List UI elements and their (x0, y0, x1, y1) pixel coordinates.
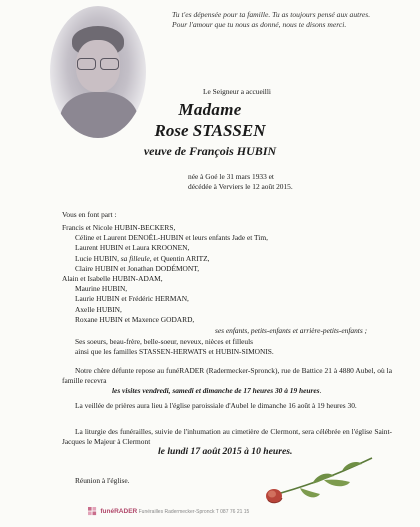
funeral-home-logo (88, 507, 249, 516)
logo-subtitle: Funérailles Radermecker-Spronck T 087 76 21 15 (138, 508, 250, 515)
memorial-quote (172, 10, 402, 30)
family-line: Laurie HUBIN et Frédéric HERMAN, (75, 294, 189, 304)
relatives-line-2: ainsi que les familles STASSEN-HERWATS et HUBIN-SIMONIS. (75, 347, 274, 357)
family-line: Roxane HUBIN et Maxence GODARD, (75, 314, 195, 324)
family-line: Maurine HUBIN, (75, 284, 128, 294)
death-line: décédée à Verviers le 12 août 2015. (188, 182, 293, 192)
logo-brand: funéRADER (100, 507, 138, 515)
family-line: Céline et Laurent DENOËL-HUBIN et leurs enfants Jade et Tim, (75, 233, 268, 243)
reunion-note: Réunion à l'église. (75, 476, 130, 485)
widow-of: veuve de François HUBIN (143, 144, 277, 158)
funeral-date: le lundi 17 août 2015 à 10 heures (158, 446, 290, 458)
funerader-logo-icon (88, 507, 97, 516)
quote-line-2: Pour l'amour que tu nous as donné, nous te disons merci. (172, 20, 347, 29)
prayer-vigil: La veillée de prières aura lieu à l'église paroissiale d'Aubel le dimanche 16 août à 19 heures 30. (75, 401, 357, 410)
relatives-line-1: Ses soeurs, beau-frère, belle-soeur, neveux, nièces et filleuls (75, 337, 254, 346)
family-line: Claire HUBIN et Jonathan DODÉMONT, (75, 263, 200, 273)
wake-notice: Notre chère défunte repose au funéRADER (Radermecker-Spronck), rue de Battice 21 à 4880 Aubel, où la famille recevra les visites vendredi, samedi et dimanche de 17 heures 30 à 19 heures. (62, 366, 392, 396)
family-line: Laurent HUBIN et Laura KROONEN, (75, 243, 190, 253)
birth-line: née à Goé le 31 mars 1933 et (188, 172, 274, 181)
family-intro: Vous en font part : (62, 210, 117, 219)
family-line: Francis et Nicole HUBIN-BECKERS, (62, 223, 176, 232)
intro-text: Le Seigneur a accueilli (203, 87, 271, 96)
funeral-liturgy: La liturgie des funérailles, suivie de l'inhumation au cimetière de Clermont, sera célébrée en l'église Saint-Jacques le Majeur à Clermont le lundi 17 août 2015 à 10 heures. (62, 427, 392, 458)
grandchildren-line: ses enfants, petits-enfants et arrière-petits-enfants ; (215, 326, 368, 335)
visiting-hours: les visites vendredi, samedi et dimanche de 17 heures 30 à 19 heures (112, 386, 320, 396)
rose-illustration (260, 448, 380, 508)
family-line: Lucie HUBIN, sa filleule, et Quentin ARITZ, (75, 253, 210, 263)
title-madame: Madame (178, 100, 242, 119)
deceased-name: Rose STASSEN (154, 121, 266, 140)
quote-line-1: Tu t'es dépensée pour ta famille. Tu as toujours pensé aux autres. (172, 10, 371, 19)
birth-death-dates (188, 172, 293, 192)
family-line: Axelle HUBIN, (75, 304, 122, 314)
family-list (62, 223, 268, 325)
family-line: Alain et Isabelle HUBIN-ADAM, (62, 274, 163, 284)
relatives (75, 337, 274, 357)
